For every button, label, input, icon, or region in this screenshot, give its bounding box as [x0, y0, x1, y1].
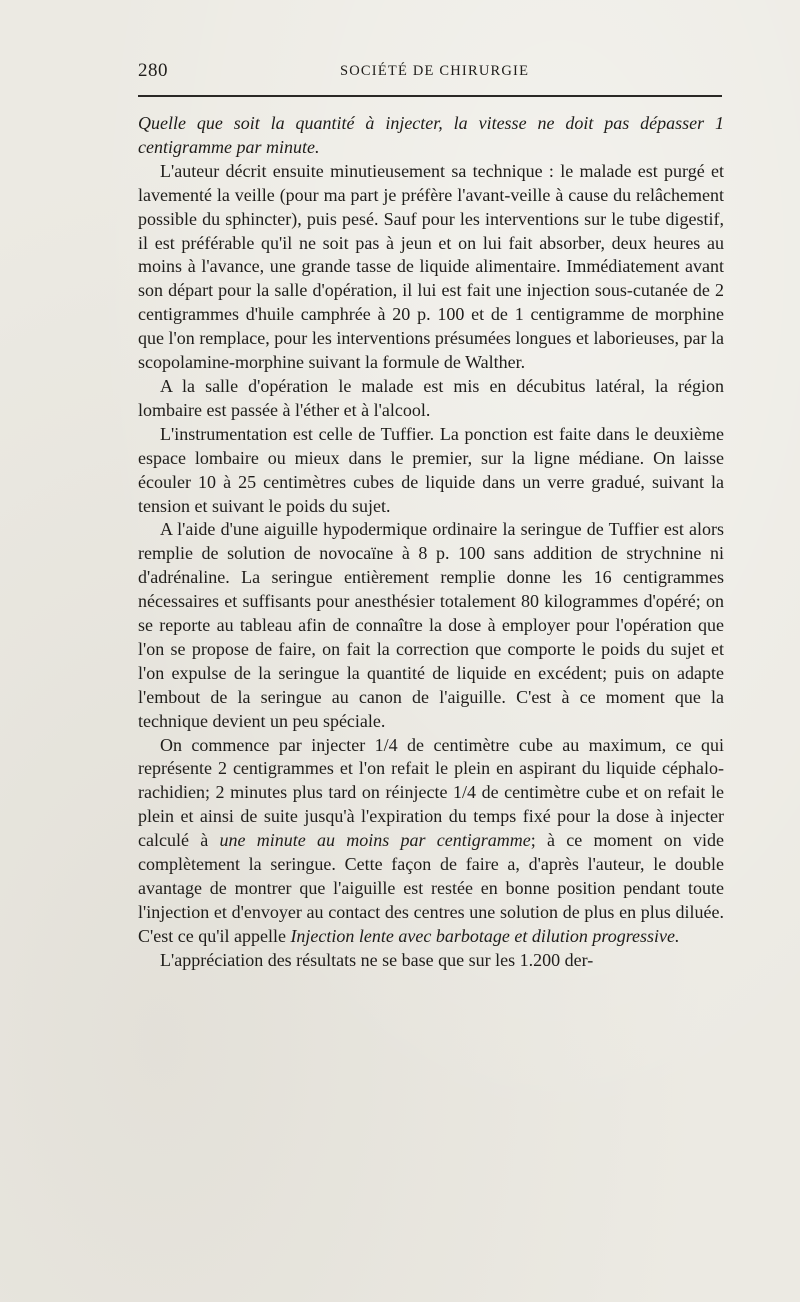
paragraph-4-text: L'instrumentation est celle de Tuffier. La ponction est faite dans le deuxième espace lombaire ou mieux dans le premier, sur la ligne médiane. On laisse écouler 10 à 25 centimètres cubes de liquide dans un verre gradué, suivant la tension et suivant le poids du sujet. — [138, 423, 724, 516]
paragraph-1-italic: Quelle que soit la quantité à injecter, la vitesse ne doit pas dépasser 1 centigramme par minute. — [138, 113, 724, 157]
paragraph-3-text: A la salle d'opération le malade est mis en décubitus latéral, la région lombaire est passée à l'éther et à l'alcool. — [138, 375, 724, 420]
paragraph-4 — [138, 423, 724, 519]
page-header — [138, 56, 722, 96]
paragraph-6-italic-b: Injection lente avec barbotage et dilution progressive. — [290, 925, 680, 946]
paragraph-6-text-a: On commence par injecter 1/4 de centimètre cube au maximum, ce qui représente 2 centigrammes et l'on refait le plein en aspirant du liquide céphalo-rachidien; 2 minutes plus tard on réinjecte 1/4 de centimètre cube et on refait le plein et ainsi de suite jusqu'à l'expiration du temps fixé pour la dose à injecter calculé à — [138, 734, 724, 851]
paragraph-7-text: L'appréciation des résultats ne se base que sur les 1.200 der- — [160, 949, 594, 970]
paragraph-5 — [138, 518, 724, 733]
running-head: SOCIÉTÉ DE CHIRURGIE — [340, 63, 530, 79]
page-number: 280 — [138, 60, 168, 81]
paragraph-7 — [138, 949, 724, 973]
paragraph-2-text: L'auteur décrit ensuite minutieusement sa technique : le malade est purgé et lavementé la veille (pour ma part je préfère l'avant-veille à cause du relâchement possible du sphincter), puis pesé. Sauf pour les interventions sur le tube digestif, il est préférable qu'il ne soit pas à jeun et on lui fait absorber, deux heures au moins à l'avance, une grande tasse de liquide alimentaire. Immédiatement avant son départ pour la salle d'opération, il lui est fait une injection sous-cutanée de 2 centigrammes d'huile camphrée à 20 p. 100 et de 1 centigramme de morphine que l'on remplace, pour les interventions présumées longues et laborieuses, par la scopolamine-morphine suivant la formule de Walther. — [138, 160, 724, 373]
paragraph-6 — [138, 734, 724, 949]
paragraph-6-text-b: ; à ce moment on vide complètement la seringue. Cette façon de faire a, d'après l'auteur, le double avantage de montrer que l'aiguille est restée en bonne position pendant toute l'injection et d'envoyer au contact des centres une solution de plus en plus diluée. C'est ce qu'il appelle — [138, 830, 725, 946]
header-rule — [138, 95, 722, 97]
paragraph-2 — [138, 160, 724, 375]
paragraph-6-italic-a: une minute au moins par centigramme — [219, 830, 531, 851]
paragraph-1 — [138, 112, 724, 160]
body-text — [138, 112, 724, 973]
paragraph-3 — [138, 375, 724, 423]
paragraph-5-text: A l'aide d'une aiguille hypodermique ordinaire la seringue de Tuffier est alors remplie de solution de novocaïne à 8 p. 100 sans addition de strychnine ni d'adrénaline. La seringue entièrement remplie donne les 16 centigrammes nécessaires et suffisants pour anesthésier totalement 80 kilogrammes d'opéré; on se reporte au tableau afin de connaître la dose à employer pour l'opération que l'on se propose de faire, on fait la correction que comporte le poids du sujet et l'on expulse de la seringue la quantité de liquide en excédent; puis on adapte l'embout de la seringue au canon de l'aiguille. C'est à ce moment que la technique devient un peu spéciale. — [138, 519, 724, 731]
